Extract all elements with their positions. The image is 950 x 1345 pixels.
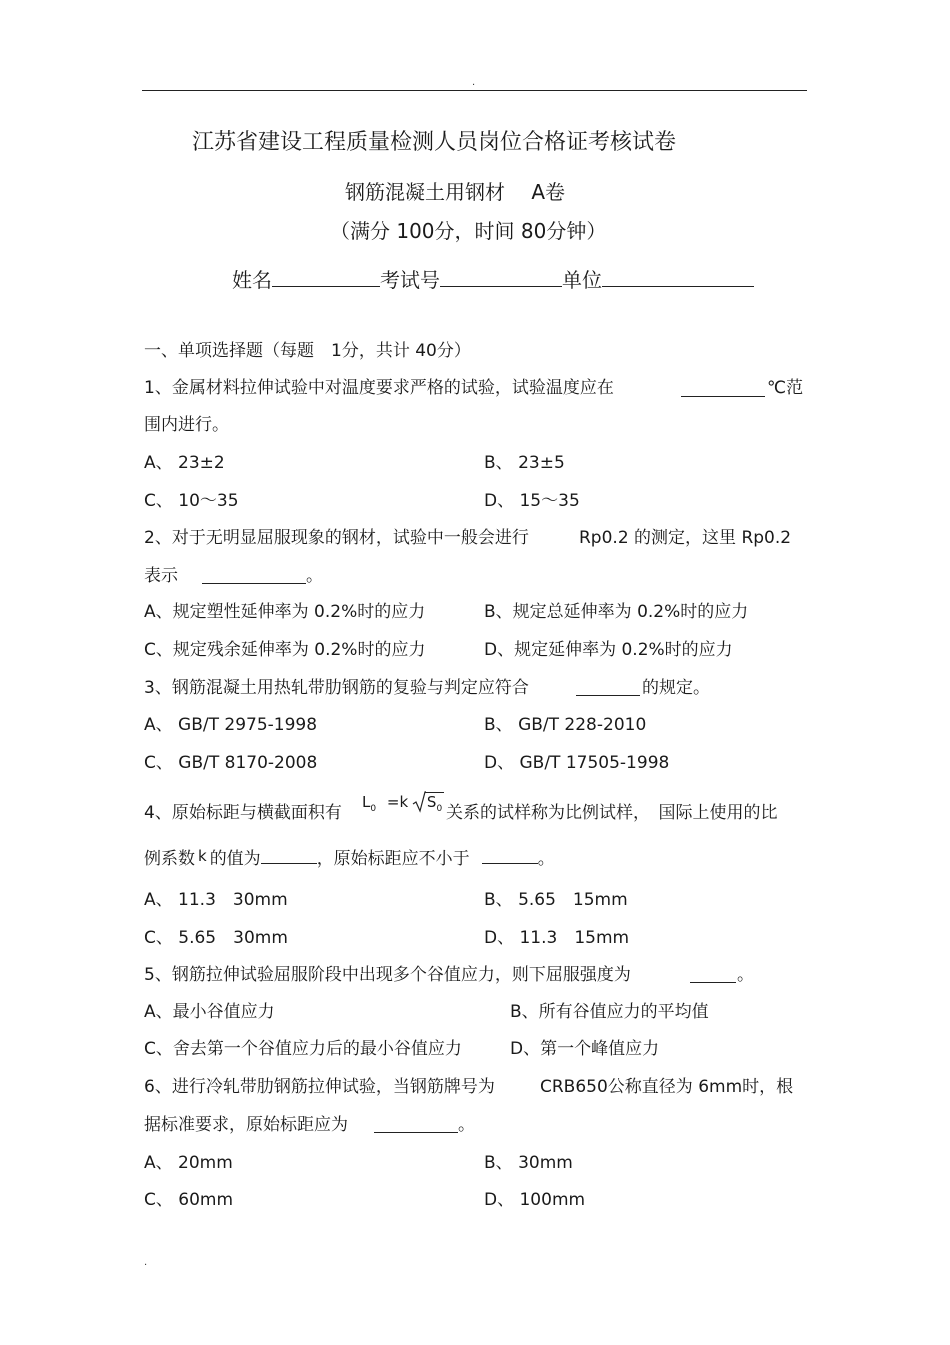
unit-label: 单位 xyxy=(562,268,602,292)
name-blank[interactable] xyxy=(272,270,380,287)
q6-option-d[interactable]: D、 100mm xyxy=(484,1190,586,1210)
unit-blank[interactable] xyxy=(602,270,754,287)
q4-blank-2[interactable] xyxy=(482,847,538,864)
q3-option-a[interactable]: A、 GB/T 2975-1998 xyxy=(144,715,318,735)
q1-unit: ℃范 xyxy=(767,378,804,398)
q5-blank[interactable] xyxy=(690,966,736,983)
exam-subtitle: 钢筋混凝土用钢材 A卷 xyxy=(345,180,566,204)
q4-coef-label: 例系数 xyxy=(144,849,195,869)
q1-option-b[interactable]: B、 23±5 xyxy=(484,453,565,473)
q6-option-b[interactable]: B、 30mm xyxy=(484,1153,573,1173)
q4-text-line2 xyxy=(144,847,555,869)
q1-blank[interactable] xyxy=(681,380,765,397)
q6-option-a[interactable]: A、 20mm xyxy=(144,1153,233,1173)
q4-k-symbol: k xyxy=(198,847,207,865)
formula-eq: =k xyxy=(386,793,409,811)
formula-l-sub: 0 xyxy=(370,804,377,814)
exam-no-label: 考试号 xyxy=(380,268,440,292)
q6-text: 6、进行冷轧带肋钢筋拉伸试验，当钢筋牌号为 xyxy=(144,1077,495,1097)
q5-option-a[interactable]: A、最小谷值应力 xyxy=(144,1002,275,1022)
q5-option-c[interactable]: C、舍去第一个谷值应力后的最小谷值应力 xyxy=(144,1039,462,1059)
q6-text-grade: CRB650公称直径为 6mm时，根 xyxy=(540,1077,794,1097)
q2-end: 。 xyxy=(306,566,323,586)
q4-option-b[interactable]: B、 5.65 15mm xyxy=(484,890,628,910)
q4-option-a[interactable]: A、 11.3 30mm xyxy=(144,890,288,910)
q3-text: 3、钢筋混凝土用热轧带肋钢筋的复验与判定应符合 xyxy=(144,678,529,698)
q2-text: 2、对于无明显屈服现象的钢材，试验中一般会进行 xyxy=(144,528,529,548)
candidate-fields xyxy=(232,268,754,292)
name-label: 姓名 xyxy=(232,268,272,292)
header-dot: . xyxy=(472,77,476,88)
exam-score-time: （满分 100分，时间 80分钟） xyxy=(330,219,607,243)
q3-option-c[interactable]: C、 GB/T 8170-2008 xyxy=(144,753,318,773)
sqrt-icon xyxy=(412,791,426,813)
q4-option-d[interactable]: D、 11.3 15mm xyxy=(484,928,630,948)
q6-text-cont: 据标准要求，原始标距应为 xyxy=(144,1115,348,1135)
q2-blank[interactable] xyxy=(202,567,306,584)
q5-end: 。 xyxy=(737,965,754,985)
formula-s: S xyxy=(426,793,437,811)
exam-no-blank[interactable] xyxy=(440,270,562,287)
footer-dot: . xyxy=(144,1257,148,1268)
q5-option-b[interactable]: B、所有谷值应力的平均值 xyxy=(510,1002,709,1022)
proportional-formula xyxy=(362,791,444,814)
q1-option-d[interactable]: D、 15～35 xyxy=(484,491,580,511)
q2-option-b[interactable]: B、规定总延伸率为 0.2%时的应力 xyxy=(484,602,749,622)
q1-option-a[interactable]: A、 23±2 xyxy=(144,453,225,473)
q3-blank[interactable] xyxy=(576,679,640,696)
section-heading: 一、单项选择题（每题 1分，共计 40分） xyxy=(144,341,471,361)
q3-end: 的规定。 xyxy=(642,678,710,698)
q4-option-c[interactable]: C、 5.65 30mm xyxy=(144,928,288,948)
q2-option-c[interactable]: C、规定残余延伸率为 0.2%时的应力 xyxy=(144,640,426,660)
q4-gauge-label: ，原始标距应不小于 xyxy=(316,849,470,869)
q4-value-label: 的值为 xyxy=(209,849,261,869)
q5-option-d[interactable]: D、第一个峰值应力 xyxy=(510,1039,660,1059)
formula-s-sub: 0 xyxy=(436,804,443,814)
header-rule xyxy=(142,90,807,91)
exam-title: 江苏省建设工程质量检测人员岗位合格证考核试卷 xyxy=(192,130,677,155)
q1-option-c[interactable]: C、 10～35 xyxy=(144,491,239,511)
q2-text-cont: 表示 xyxy=(144,566,178,586)
q1-text-cont: 围内进行。 xyxy=(144,415,229,435)
q4-end: 。 xyxy=(537,849,555,869)
q3-option-d[interactable]: D、 GB/T 17505-1998 xyxy=(484,753,670,773)
q5-text: 5、钢筋拉伸试验屈服阶段中出现多个谷值应力，则下屈服强度为 xyxy=(144,965,631,985)
q2-option-d[interactable]: D、规定延伸率为 0.2%时的应力 xyxy=(484,640,733,660)
q6-option-c[interactable]: C、 60mm xyxy=(144,1190,234,1210)
q6-blank[interactable] xyxy=(374,1116,458,1133)
q4-blank-1[interactable] xyxy=(261,847,317,864)
q2-text-rp: Rp0.2 的测定，这里 Rp0.2 xyxy=(579,528,792,548)
q4-text: 4、原始标距与横截面积有 xyxy=(144,803,342,823)
q6-end: 。 xyxy=(458,1115,475,1135)
q2-option-a[interactable]: A、规定塑性延伸率为 0.2%时的应力 xyxy=(144,602,426,622)
q3-option-b[interactable]: B、 GB/T 228-2010 xyxy=(484,715,647,735)
q1-text: 1、金属材料拉伸试验中对温度要求严格的试验，试验温度应在 xyxy=(144,378,614,398)
q4-text-cont: 关系的试样称为比例试样， 国际上使用的比 xyxy=(446,803,778,823)
formula-l: L xyxy=(362,793,371,811)
